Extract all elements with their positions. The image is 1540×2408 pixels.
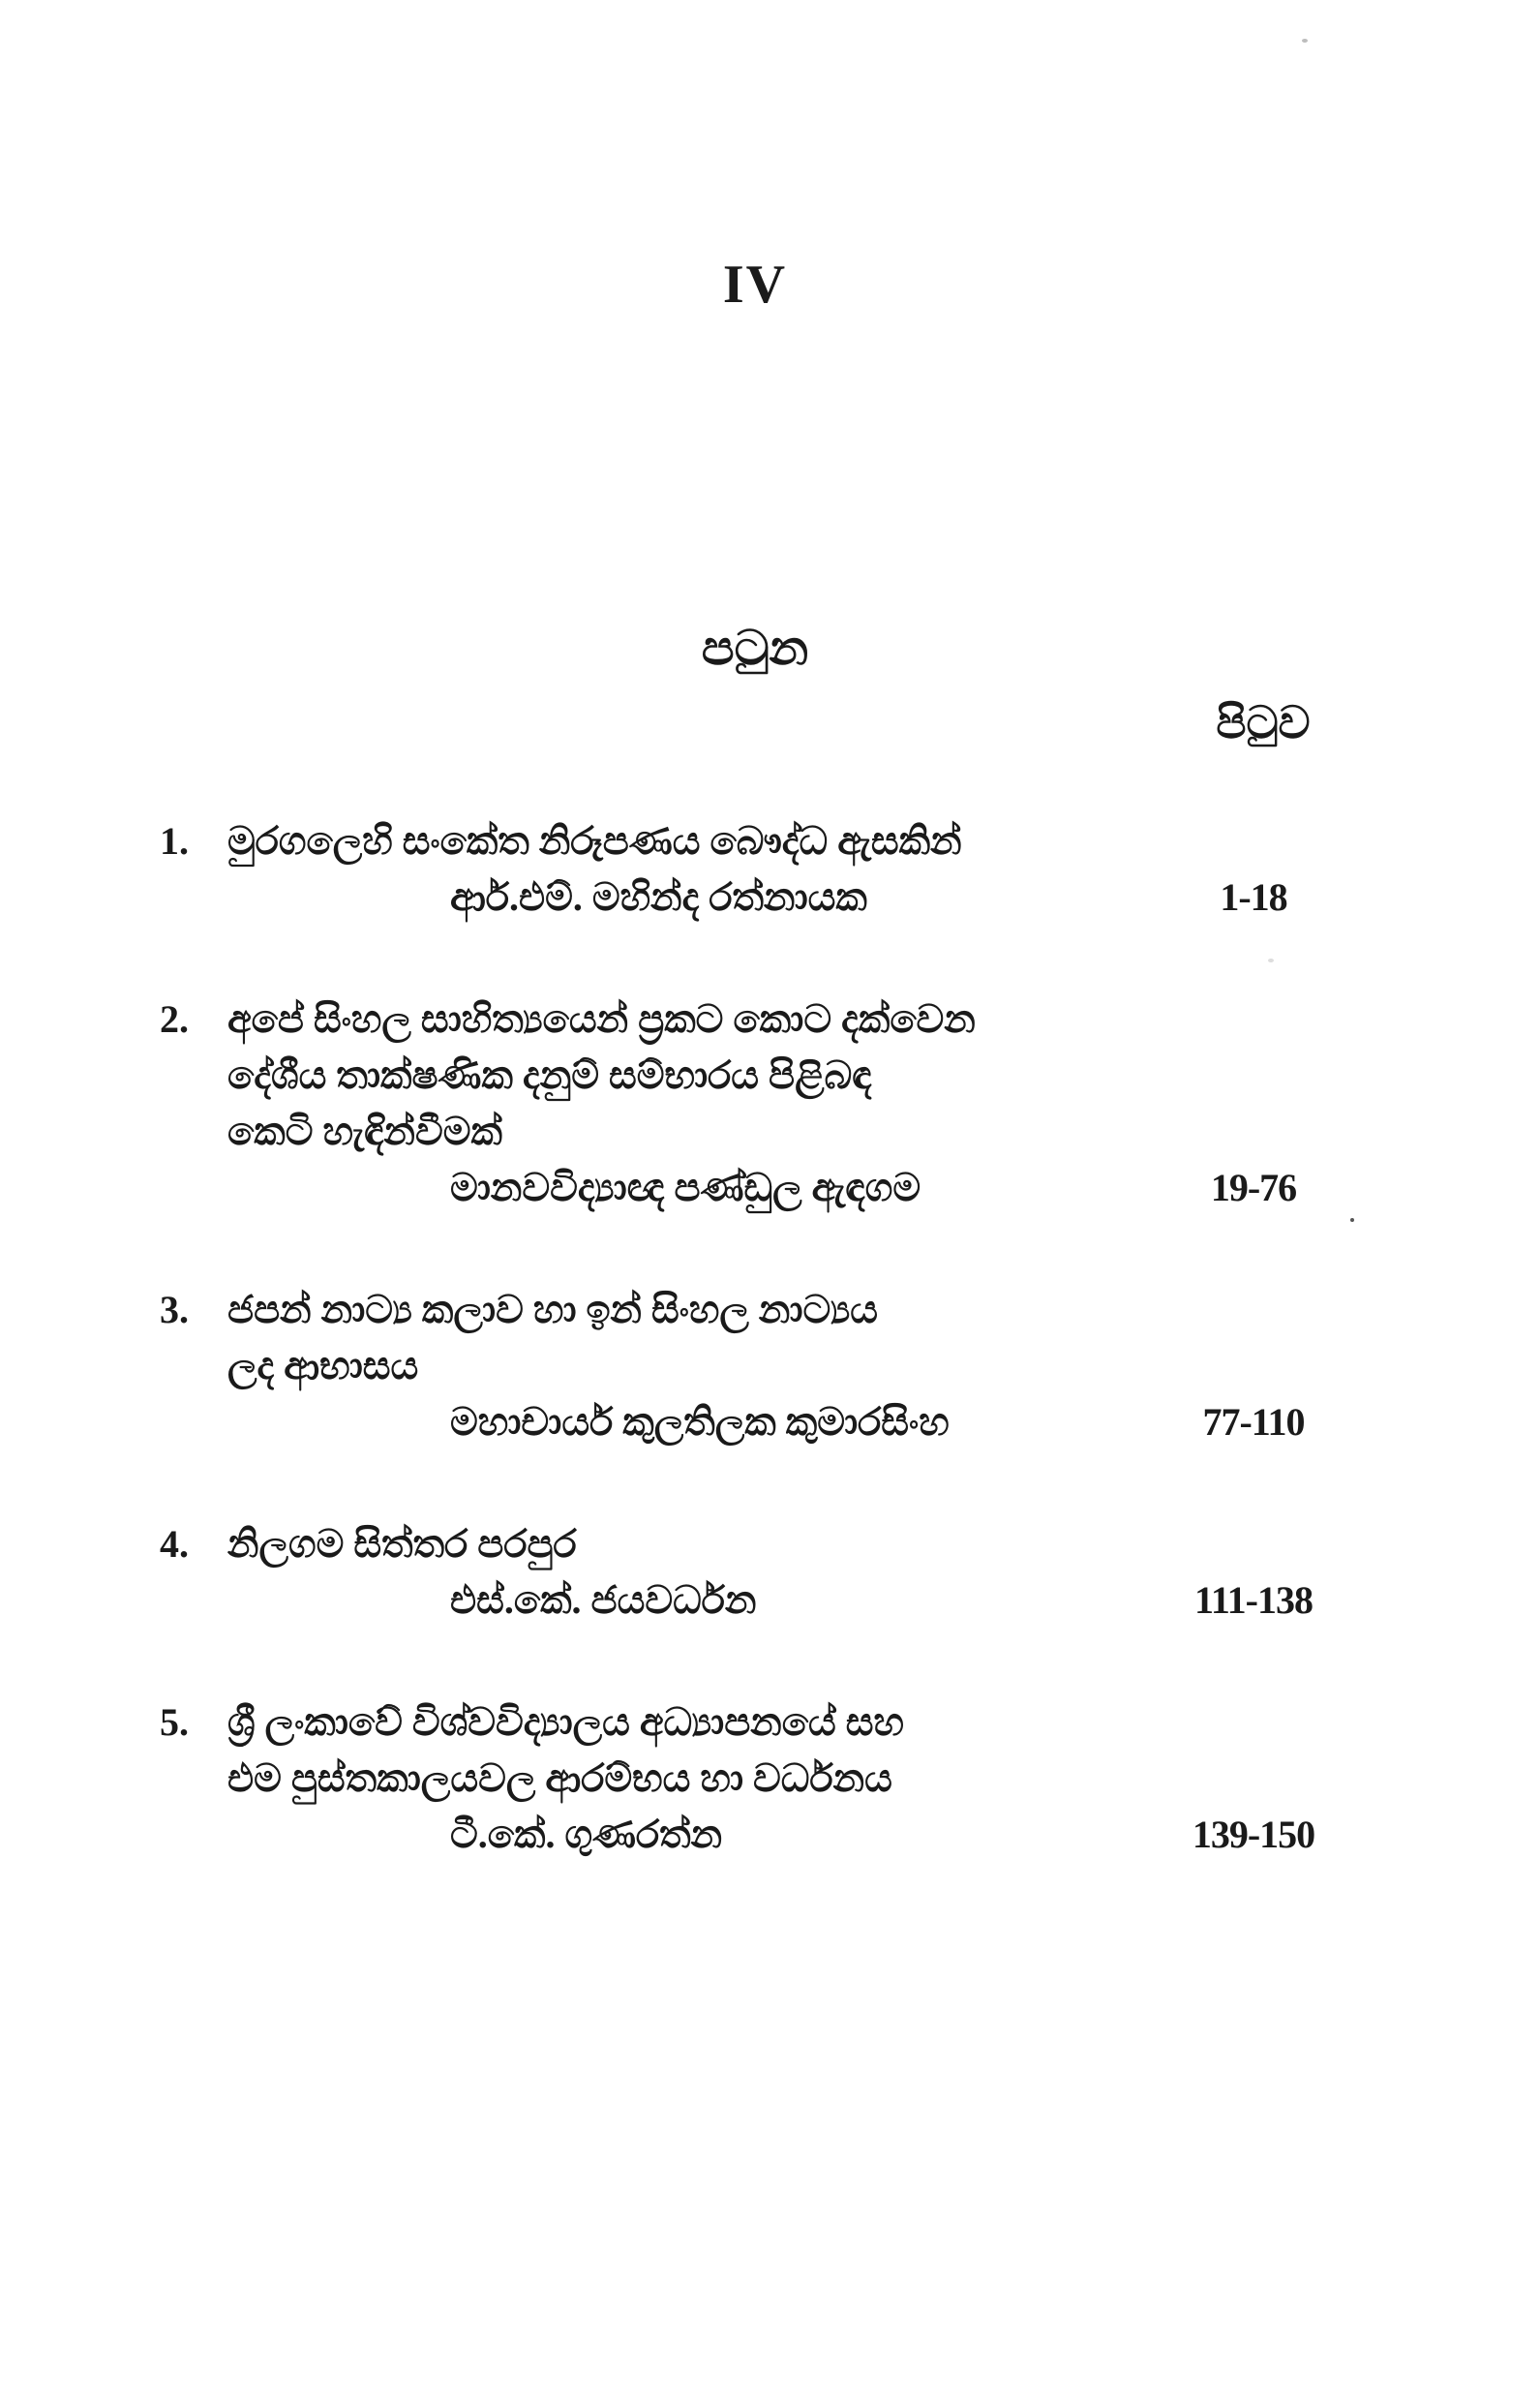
entry-title-line: අපේ සිංහල සාහිත්‍යයෙන් ප්‍රකට කොට දක්වෙන: [227, 997, 976, 1041]
scan-speck: [1302, 39, 1308, 43]
toc-entry-2[interactable]: [160, 991, 1350, 1216]
entry-number: 1.: [160, 819, 189, 863]
entry-author: මානවවිද්‍යාඥ පණ්ඩුල ඇඳගම: [450, 1166, 921, 1209]
author-row: [160, 1394, 1350, 1450]
table-of-contents: [160, 813, 1350, 1929]
toc-entry-5[interactable]: [160, 1694, 1350, 1863]
toc-entry-1[interactable]: [160, 813, 1350, 926]
entry-title-line: නිලගම සිත්තර පරපුර: [227, 1522, 577, 1566]
toc-entry-4[interactable]: [160, 1516, 1350, 1629]
entry-pages: 111-138: [1194, 1578, 1313, 1622]
scan-speck: [1268, 959, 1274, 962]
author-row: [160, 1160, 1350, 1216]
entry-title-line: ජපන් නාට්‍ය කලාව හා ඉන් සිංහල නාට්‍යය: [227, 1288, 878, 1331]
entry-number: 5.: [160, 1700, 189, 1744]
author-row: [160, 1807, 1350, 1863]
contents-title: පටුන: [701, 621, 809, 675]
toc-entry-3[interactable]: [160, 1282, 1350, 1450]
entry-title-line: කෙටි හැඳින්වීමක්: [227, 1110, 502, 1153]
page-number: IV: [722, 255, 788, 315]
entry-title-line: මුරගලෙහි සංකේත නිරූපණය බෞද්ධ ඇසකින්: [227, 819, 962, 863]
page-column-header: පිටුව: [1216, 698, 1311, 747]
entry-number: 3.: [160, 1288, 189, 1331]
entry-title-line: දේශීය තාක්ෂණික දනුම් සම්භාරය පිළිබඳ: [227, 1053, 872, 1097]
entry-pages: 19-76: [1210, 1166, 1297, 1209]
entry-title-line: ලද ආභාසය: [227, 1344, 419, 1387]
entry-pages: 77-110: [1202, 1400, 1305, 1444]
entry-number: 4.: [160, 1522, 189, 1566]
entry-title-line: එම පුස්තකාලයවල ආරම්භය හා වර්ධනය: [227, 1756, 892, 1800]
author-row: [160, 1572, 1350, 1629]
entry-number: 2.: [160, 997, 189, 1041]
entry-author: එස්.කේ. ජයවර්ධන: [450, 1578, 757, 1622]
author-row: [160, 869, 1350, 926]
entry-title-line: ශ්‍රී ලංකාවේ විශ්වවිද්‍යාලය අධ්‍යාපනයේ සහ: [227, 1700, 904, 1744]
entry-pages: 139-150: [1192, 1813, 1315, 1856]
entry-pages: 1-18: [1220, 875, 1287, 919]
scan-speck: [1350, 1218, 1354, 1222]
entry-author: මහාචාර්ය කුලතිලක කුමාරසිංහ: [450, 1400, 950, 1444]
entry-author: ආර්.එම්. මහින්ද රත්නායක: [450, 875, 867, 919]
entry-author: ටී.කේ. ගුණරත්න: [450, 1813, 723, 1856]
